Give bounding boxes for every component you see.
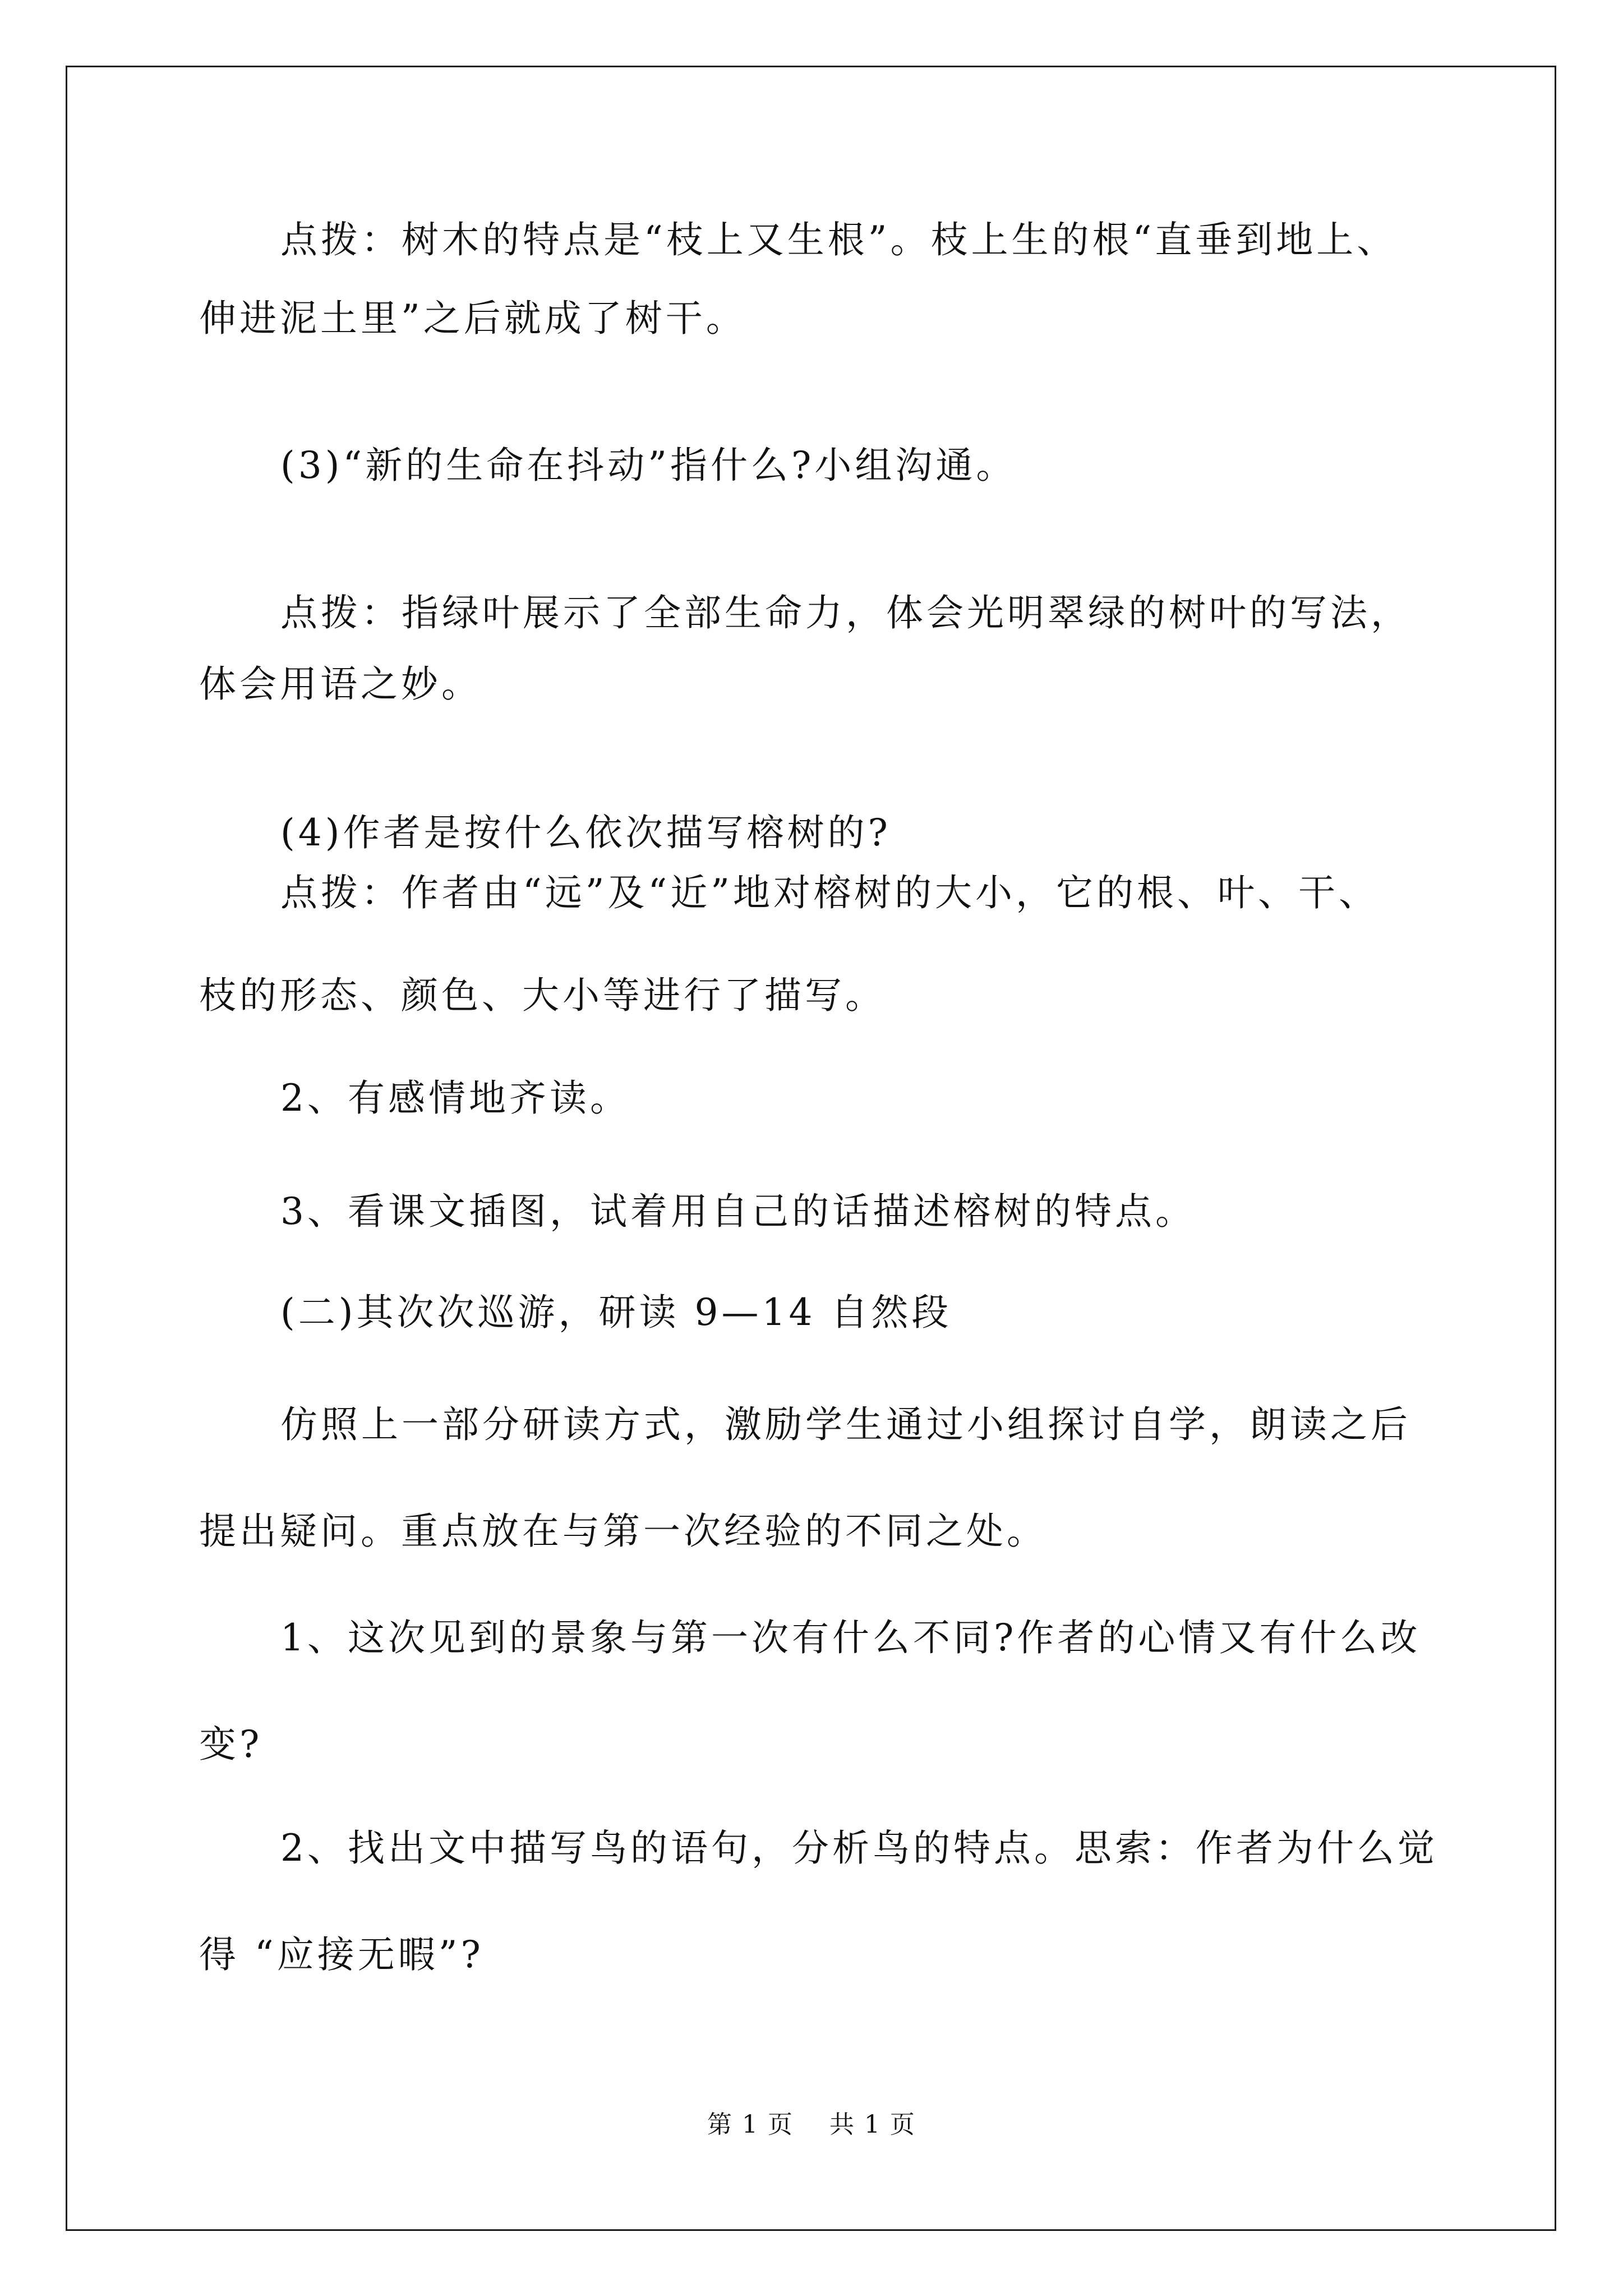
- total-pages: 共 1 页: [829, 2110, 916, 2139]
- paragraph-line: 点拨：指绿叶展示了全部生命力，体会光明翠绿的树叶的写法，: [280, 591, 1411, 634]
- paragraph-line: (4)作者是按什么依次描写榕树的?: [280, 811, 891, 854]
- paragraph-line: (3)“新的生命在抖动”指什么?小组沟通。: [280, 444, 1017, 487]
- page-number: 第 1 页: [707, 2110, 794, 2139]
- paragraph-line: 枝的形态、颜色、大小等进行了描写。: [199, 974, 886, 1017]
- paragraph-line: 2、有感情地齐读。: [280, 1076, 630, 1120]
- paragraph-line: (二)其次次巡游，研读 9—14 自然段: [280, 1291, 952, 1334]
- paragraph-line: 得 “应接无暇”?: [199, 1933, 484, 1976]
- paragraph-line: 仿照上一部分研读方式，激励学生通过小组探讨自学，朗读之后: [280, 1403, 1411, 1446]
- paragraph-line: 3、看课文插图，试着用自己的话描述榕树的特点。: [280, 1190, 1196, 1233]
- paragraph-line: 提出疑问。重点放在与第一次经验的不同之处。: [199, 1510, 1047, 1553]
- paragraph-line: 点拨：作者由“远”及“近”地对榕树的大小，它的根、叶、干、: [280, 871, 1379, 914]
- paragraph-line: 伸进泥土里”之后就成了树干。: [199, 297, 746, 340]
- paragraph-line: 体会用语之妙。: [199, 662, 482, 706]
- paragraph-line: 2、找出文中描写鸟的语句，分析鸟的特点。思索：作者为什么觉: [280, 1826, 1438, 1870]
- paragraph-line: 变?: [199, 1723, 263, 1766]
- paragraph-line: 1、这次见到的景象与第一次有什么不同?作者的心情又有什么改: [280, 1616, 1421, 1659]
- page-footer: [0, 2109, 1623, 2141]
- paragraph-line: 点拨：树木的特点是“枝上又生根”。枝上生的根“直垂到地上、: [280, 218, 1398, 261]
